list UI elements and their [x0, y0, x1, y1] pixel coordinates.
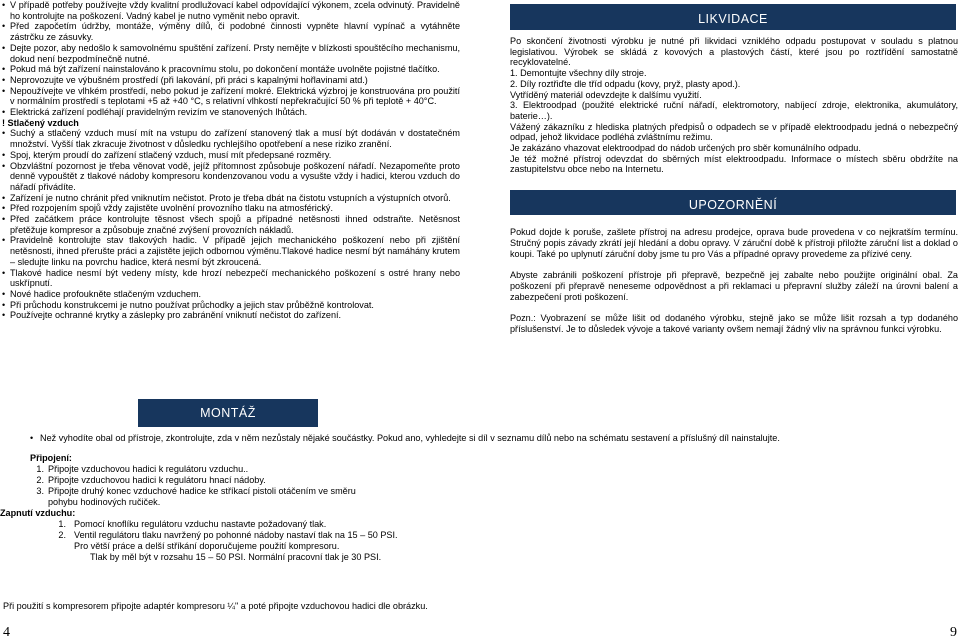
list-item: • Tlakové hadice nesmí být vedeny místy, kde hrozí nebezpečí mechanického poškození s ostré hrany nebo uskřípnutí. [2, 268, 460, 289]
page-number-right: 9 [950, 625, 957, 640]
step-text: Připojte vzduchovou hadici k regulátoru hnací nádoby. [48, 475, 266, 485]
list-item: • Nové hadice profoukněte stlačeným vzduchem. [2, 289, 460, 300]
left-column [2, 0, 460, 321]
list-item: • Používejte ochranné krytky a záslepky pro zabránění vniknutí nečistot do zařízení. [2, 310, 460, 321]
likvidace-step: 1. Demontujte všechny díly stroje. [510, 68, 647, 79]
pripojeni-step [30, 486, 960, 508]
pripojeni-heading: Připojení: [30, 453, 72, 463]
list-item: • Pravidelně kontrolujte stav tlakových hadic. V případě jejich mechanického poškození nebo při zjištění netěsnosti, ihned přerušte práci a zajistěte jejich odbornou výměnu.Tlakové hadice nesmí být namáhány krutem – sledujte linku na povrchu hadice, která nesmí být zkroucená. [2, 235, 460, 267]
list-item: • Než vyhodíte obal od přístroje, zkontrolujte, zda v něm nezůstaly nějaké součástky. Pokud ano, vyhledejte si díl v seznamu dílů nebo na schématu sestavení a příslušný díl nainstalujte. [30, 433, 923, 444]
list-item: • V případě potřeby používejte vždy kvalitní prodlužovací kabel odpovídající výkonem, zcela odvinutý. Pravidelně ho kontrolujte na poškození. Vadný kabel je nutno vyměnit nebo opravit. [2, 0, 460, 21]
list-item: • Před začátkem práce kontrolujte těsnost všech spojů a případné netěsnosti ihned odstraňte. Netěsnost přetěžuje kompresor a způsobuje značné zvýšení provozních nákladů. [2, 214, 460, 235]
list-item: • Dejte pozor, aby nedošlo k samovolnému spuštění zařízení. Prsty nemějte v blízkosti spouštěcího mechanismu, dokud není bezpodmínečně nutné. [2, 43, 460, 64]
likvidace-step: 3. Elektroodpad (použité elektrické ruční nářadí, elektromotory, nabíjecí zdroje, elektronika, akumulátory, baterie…). [510, 100, 958, 121]
list-item: • Neprovozujte ve výbušném prostředí (při lakování, při práci s kapalnými hořlavinami atd.) [2, 75, 460, 86]
likvidace-banner: LIKVIDACE [510, 4, 956, 30]
step-text: Pomocí knoflíku regulátoru vzduchu nastavte požadovaný tlak. [74, 519, 327, 529]
montaz-bullets [30, 433, 923, 444]
likvidace-step: Je zakázáno vhazovat elektroodpad do nádob určených pro sběr komunálního odpadu. [510, 143, 861, 154]
likvidace-step: 2. Díly roztřiďte dle tříd odpadu (kovy, pryž, plasty apod.). [510, 78, 741, 89]
step-text: Připojte vzduchovou hadici k regulátoru vzduchu.. [48, 464, 249, 474]
right-column [510, 4, 958, 335]
likvidace-step: Je též možné přístroj odevzdat do sběrných míst elektroodpadu. Informace o místech sběru obdržíte na zastupitelstvu obce nebo na Internetu. [510, 153, 958, 175]
upozorneni-paragraph: Abyste zabránili poškození přístroje při přepravě, bezpečně jej zabalte nebo použijte originální obal. Za poškození při přepravě neneseme odpovědnost a při reklamaci u přepravní služby záleží na úrovni balení a zabezpečení proti poškození. [510, 270, 958, 302]
list-item: • Elektrická zařízení podléhají pravidelným revizím ve stanovených lhůtách. [2, 107, 460, 118]
likvidace-step: Vytříděný materiál odevzdejte k dalšímu využití. [510, 89, 702, 100]
upozorneni-paragraph: Pozn.: Vyobrazení se může lišit od dodaného výrobku, stejně jako se může lišit rozsah a typ dodaného příslušenství. Je to důsledek vývoje a takové varianty ovšem nemají žádný vliv na správnou funkci výrobku. [510, 313, 958, 335]
list-item: • Obzvláštní pozornost je třeba věnovat vodě, jejíž přítomnost způsobuje poškození nářadí. Nezapomeňte proto denně vypouštět z tlakové nádoby kompresoru kondenzovanou vodu a vysušte vždy i hadici, kterou vzduch do nářadí přivádíte. [2, 161, 460, 193]
montaz-section [0, 433, 960, 563]
likvidace-step: Vážený zákazníku z hlediska platných předpisů o odpadech se v případě elektroodpadu jedná o nebezpečný odpad, jehož likvidace podléhá zvláštnímu režimu. [510, 121, 958, 143]
pripojeni-step [30, 475, 960, 486]
page-number-left: 4 [3, 625, 10, 640]
footer-note: Při použití s kompresorem připojte adaptér kompresoru ¼" a poté připojte vzduchovou hadici dle obrázku. [3, 601, 428, 611]
list-item: • Zařízení je nutno chránit před vniknutím nečistot. Proto je třeba dbát na čistotu vstupních a výstupních otvorů. [2, 193, 460, 204]
safety-bullets [2, 0, 460, 118]
step-text: Připojte druhý konec vzduchové hadice ke stříkací pistoli otáčením ve směru pohybu hodinových ručiček. [48, 486, 356, 507]
list-item: • Spoj, kterým proudí do zařízení stlačený vzduch, musí mít předepsané rozměry. [2, 150, 460, 161]
step-number: 3. [36, 486, 44, 496]
pripojeni-step [30, 464, 960, 475]
upozorneni-banner: UPOZORNĚNÍ [510, 190, 956, 215]
zapnuti-heading: Zapnutí vzduchu: [0, 508, 76, 518]
list-item: • Suchý a stlačený vzduch musí mít na vstupu do zařízení stanovený tlak a musí být dodáván v dostatečném množství. Vyšší tlak zkracuje životnost v důsledku rychlejšího opotřebení a nese riziko zranění. [2, 128, 460, 149]
list-item: • Při průchodu konstrukcemi je nutno používat průchodky a jejich stav průběžně kontrolovat. [2, 300, 460, 311]
list-item: • Nepoužívejte ve vlhkém prostředí, nebo pokud je zařízení mokré. Elektrická výzbroj je konstruována pro použití v normálním prostředí s teplotami +5 až +40 °C, s relativní vlhkostí nepřekračující 50 % při teplotě + 40°C. [2, 86, 460, 107]
step-number: 2. [36, 475, 44, 485]
step-number: 2. [58, 530, 66, 540]
list-item: • Před započetím údržby, montáže, výměny dílů, či podobné činnosti vypněte hlavní vypínač a vytáhněte zástrčku ze zásuvky. [2, 21, 460, 42]
air-bullets [2, 128, 460, 321]
zapnuti-step [30, 530, 960, 541]
montaz-banner: MONTÁŽ [138, 399, 318, 427]
step-text: Ventil regulátoru tlaku navržený po pohonné nádoby nastaví tlak na 15 – 50 PSI. [74, 530, 398, 540]
upozorneni-paragraph: Pokud dojde k poruše, zašlete přístroj na adresu prodejce, oprava bude provedena v co nejkratším termínu. Stručný popis závady zkrátí její hledání a dobu opravy. V záruční době k přístroji přiložte záruční list a doklad o koupi. Také po uplynutí záruční doby jsme tu pro Vás a případné opravy provedeme za přízivé ceny. [510, 227, 958, 259]
zapnuti-note: Pro větší práce a delší stříkání doporučujeme použití kompresoru. [74, 541, 340, 551]
step-number: 1. [58, 519, 66, 529]
zapnuti-step [30, 519, 960, 530]
list-item: • Před rozpojením spojů vždy zajistěte uvolnění provozního tlaku na atmosférický. [2, 203, 460, 214]
list-item: • Pokud má být zařízení nainstalováno k pracovnímu stolu, po dokončení montáže uvolněte pojistné tlačítko. [2, 64, 460, 75]
likvidace-intro: Po skončení životnosti výrobku je nutné při likvidaci vzniklého odpadu postupovat v souladu s platnou legislativou. Výrobek se skládá z kovových a plastových částí, které jsou po roztřídění samostatně recyklovatelné. [510, 36, 958, 68]
step-number: 1. [36, 464, 44, 474]
compressed-air-heading: ! Stlačený vzduch [2, 117, 79, 128]
zapnuti-note: Tlak by měl být v rozsahu 15 – 50 PSI. Normální pracovní tlak je 30 PSI. [90, 552, 382, 562]
